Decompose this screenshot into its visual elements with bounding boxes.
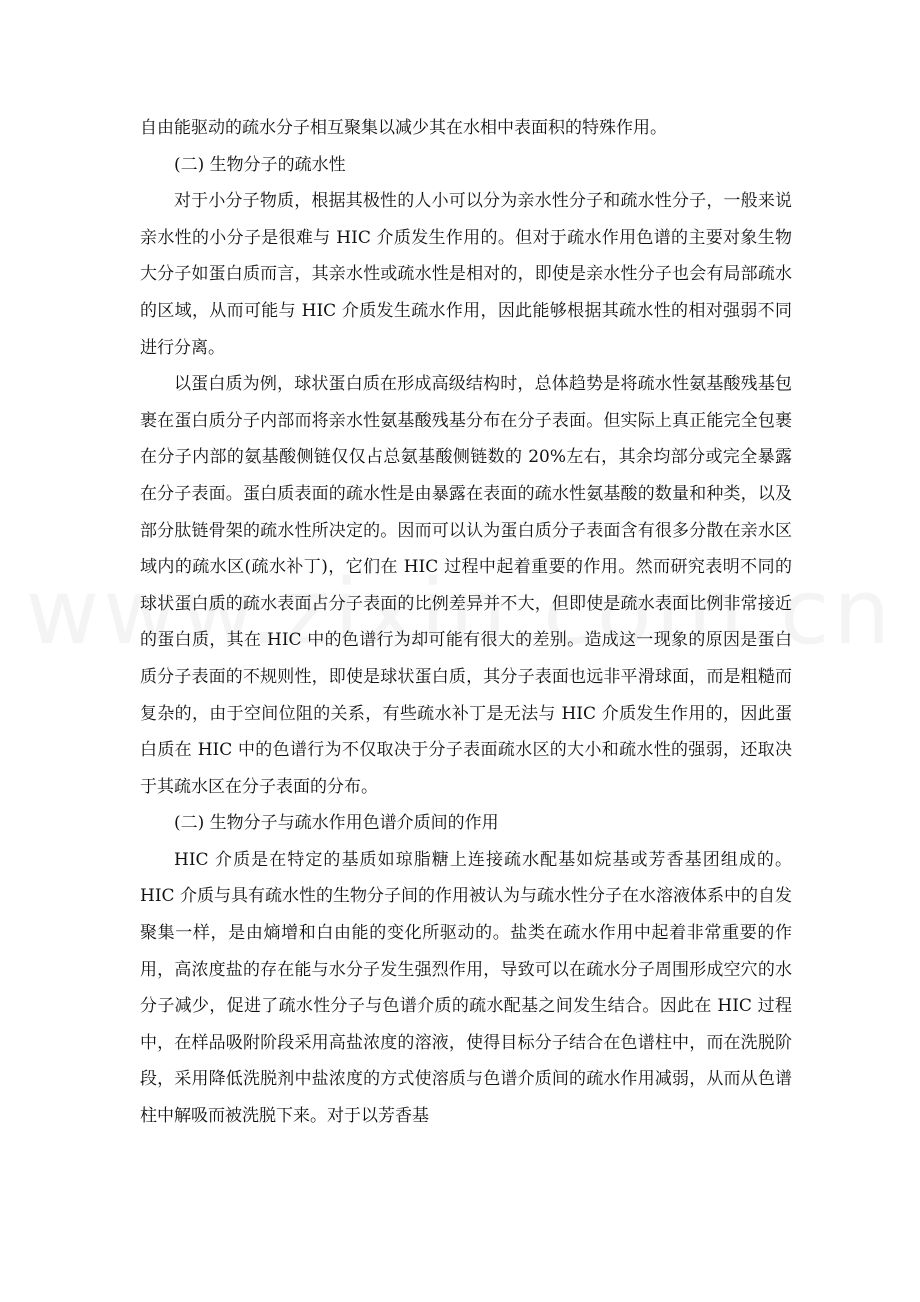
paragraph-hic-media: HIC 介质是在特定的基质如琼脂糖上连接疏水配基如烷基或芳香基团组成的。HIC 介质与具有疏水性的生物分子间的作用被认为与疏水性分子在水溶液体系中的自发聚集一样，是由熵增和白由能的变化所驱动的。盐类在疏水作用中起着非常重要的作用，高浓度盐的存在能与水分子发生强烈作用，导致可以在疏水分子周围形成空穴的水分子减少，促进了疏水性分子与色谱介质的疏水配基之间发生结合。因此在 HIC 过程中，在样品吸附阶段采用高盐浓度的溶液，使得目标分子结合在色谱柱中，而在洗脱阶段，采用降低洗脱剂中盐浓度的方式使溶质与色谱介质间的疏水作用减弱，从而从色谱柱中解吸而被洗脱下来。对于以芳香基 xyxy=(140,849,792,1127)
document-page xyxy=(140,110,792,1135)
section-heading-hydrophobicity: (二) 生物分子的疏水性 xyxy=(174,154,346,175)
paragraph-continuation: 自由能驱动的疏水分子相互聚集以减少其在水相中表面积的特殊作用。 xyxy=(140,118,667,138)
paragraph-small-molecules: 对于小分子物质，根据其极性的人小可以分为亲水性分子和疏水性分子，一般来说亲水性的小分子是很难与 HIC 介质发生作用的。但对于疏水作用色谱的主要对象生物大分子如蛋白质而言，其亲水性或疏水性是相对的，即使是亲水性分子也会有局部疏水的区域，从而可能与 HIC 介质发生疏水作用，因此能够根据其疏水性的相对强弱不同进行分离。 xyxy=(140,191,792,358)
section-heading-media-interaction: (二) 生物分子与疏水作用色谱介质间的作用 xyxy=(174,813,499,834)
paragraph-protein-example: 以蛋白质为例，球状蛋白质在形成高级结构时，总体趋势是将疏水性氨基酸残基包裹在蛋白质分子内部而将亲水性氨基酸残基分布在分子表面。但实际上真正能完全包裹在分子内部的氨基酸侧链仅仅占总氨基酸侧链数的 20%左右，其余均部分或完全暴露在分子表面。蛋白质表面的疏水性是由暴露在表面的疏水性氨基酸的数量和种类，以及部分肽链骨架的疏水性所决定的。因而可以认为蛋白质分子表面含有很多分散在亲水区域内的疏水区(疏水补丁)，它们在 HIC 过程中起着重要的作用。然而研究表明不同的球状蛋白质的疏水表面占分子表面的比例差异并不大，但即使是疏水表面比例非常接近的蛋白质，其在 HIC 中的色谱行为却可能有很大的差别。造成这一现象的原因是蛋白质分子表面的不规则性，即使是球状蛋白质，其分子表面也远非平滑球面，而是粗糙而复杂的，由于空间位阻的关系，有些疏水补丁是无法与 HIC 介质发生作用的，因此蛋白质在 HIC 中的色谱行为不仅取决于分子表面疏水区的大小和疏水性的强弱，还取决于其疏水区在分子表面的分布。 xyxy=(140,374,792,797)
